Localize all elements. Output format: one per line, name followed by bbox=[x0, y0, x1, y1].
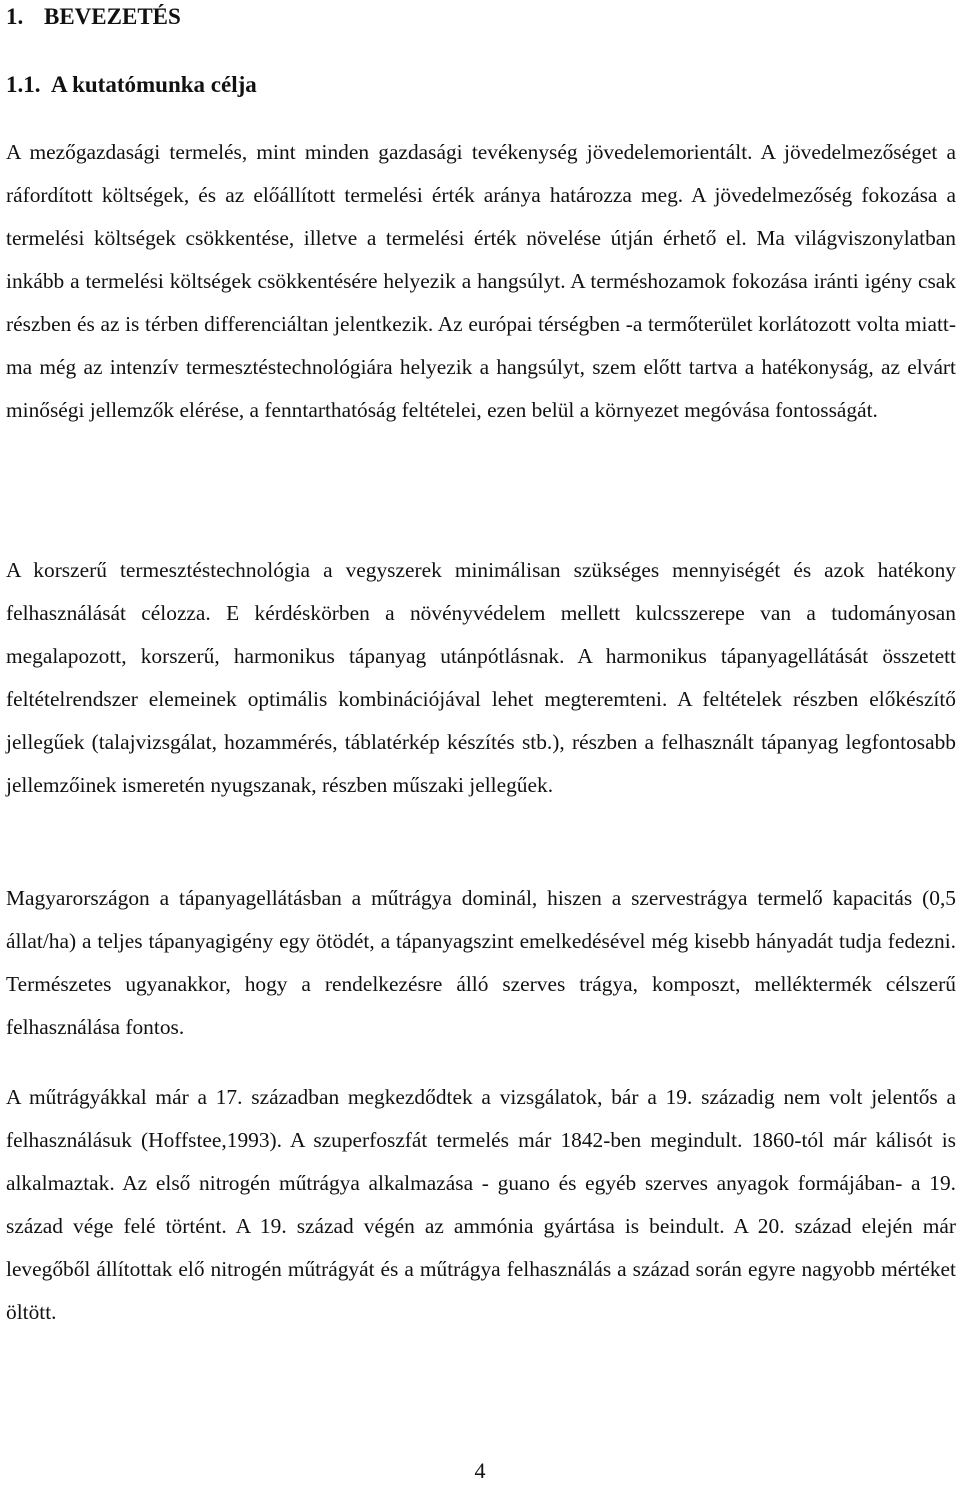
paragraph-3: Magyarországon a tápanyagellátásban a műtrágya dominál, hiszen a szervestrágya termelő kapacitás (0,5 állat/ha) a teljes tápanyagigény egy ötödét, a tápanyagszint emelkedésével még kisebb hányadát tudja fedezni. Természetes ugyanakkor, hogy a rendelkezésre álló szerves trágya, komposzt, melléktermék célszerű felhasználása fontos. bbox=[6, 886, 956, 1039]
paragraph-1: A mezőgazdasági termelés, mint minden gazdasági tevékenység jövedelemorientált. A jövedelmezőséget a ráfordított költségek, és az előállított termelési érték aránya határozza meg. A jövedelmezőség fokozása a termelési költségek csökkentése, illetve a termelési érték növelése útján érhető el. Ma világviszonylatban inkább a termelési költségek csökkentésére helyezik a hangsúlyt. A terméshozamok fokozása iránti igény csak részben és az is térben differenciáltan jelentkezik. Az európai térségben -a termőterület korlátozott volta miatt- ma még az intenzív termesztéstechnológiára helyezik a hangsúlyt, szem előtt tartva a hatékonyság, az elvárt minőségi jellemzők elérése, a fenntarthatóság feltételei, ezen belül a környezet megóvása fontosságát. bbox=[6, 140, 956, 422]
chapter-title: BEVEZETÉS bbox=[44, 4, 181, 29]
chapter-heading bbox=[6, 2, 181, 32]
page-number: 4 bbox=[474, 1458, 486, 1483]
paragraph-4: A műtrágyákkal már a 17. században megkezdődtek a vizsgálatok, bár a 19. századig nem volt jelentős a felhasználásuk (Hoffstee,1993). A szuperfoszfát termelés már 1842-ben megindult. 1860-tól már kálisót is alkalmaztak. Az első nitrogén műtrágya alkalmazása - guano és egyéb szerves anyagok formájában- a 19. század vége felé történt. A 19. század végén az ammónia gyártása is beindult. A 20. század elején már levegőből állítottak elő nitrogén műtrágyát és a műtrágya felhasználás a század során egyre nagyobb mértéket öltött. bbox=[6, 1085, 956, 1324]
section-title: A kutatómunka célja bbox=[51, 72, 257, 97]
paragraph-2: A korszerű termesztéstechnológia a vegyszerek minimálisan szükséges mennyiségét és azok hatékony felhasználását célozza. E kérdéskörben a növényvédelem mellett kulcsszerepe van a tudományosan megalapozott, korszerű, harmonikus tápanyag utánpótlásnak. A harmonikus tápanyagellátását összetett feltételrendszer elemeinek optimális kombinációjával lehet megteremteni. A feltételek részben előkészítő jellegűek (talajvizsgálat, hozammérés, táblatérkép készítés stb.), részben a felhasznált tápanyag legfontosabb jellemzőinek ismeretén nyugszanak, részben műszaki jellegűek. bbox=[6, 558, 956, 797]
section-heading bbox=[6, 70, 257, 100]
chapter-number: 1. bbox=[6, 4, 24, 29]
section-number: 1.1. bbox=[6, 72, 41, 97]
